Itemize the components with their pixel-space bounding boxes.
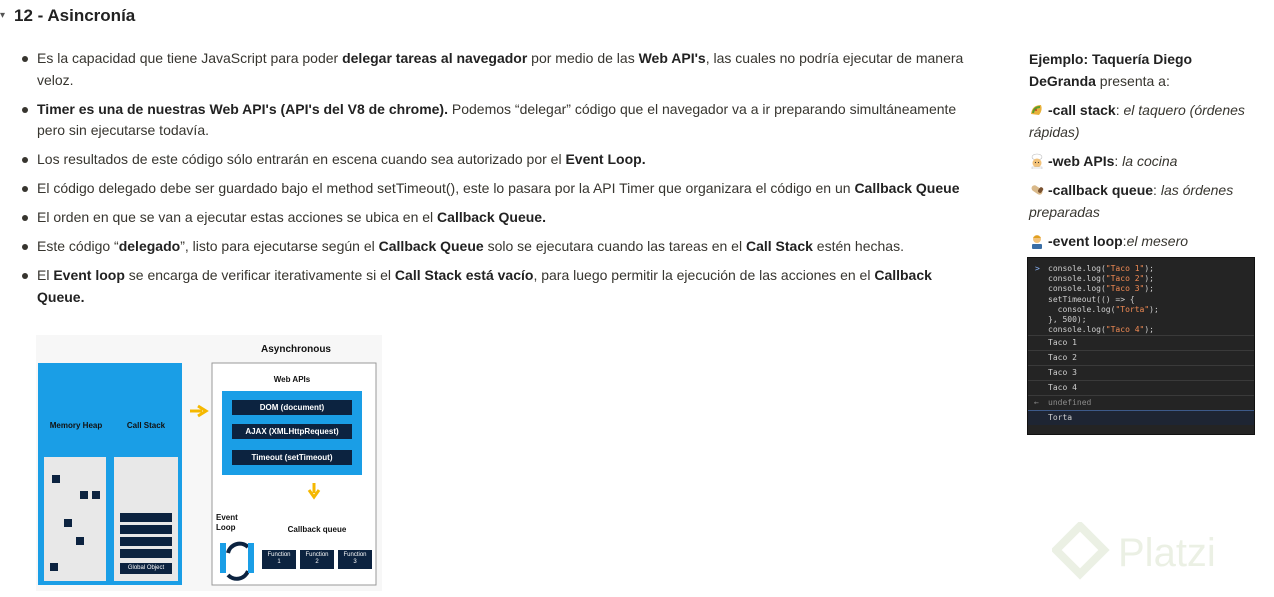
bold-text: Callback Queue. (37, 267, 932, 305)
example-desc: el taquero (órdenes rápidas) (1029, 102, 1245, 140)
waiter-icon (1029, 233, 1045, 249)
burrito-icon (1029, 182, 1045, 198)
function-label: Function 1 (267, 552, 291, 565)
text: se encarga de verificar iterativamente si el (124, 267, 395, 283)
text: Este código “ (37, 238, 119, 254)
bold-text: Event loop (53, 267, 125, 283)
code-token: "Taco 4" (1105, 325, 1145, 335)
function-label: Function 3 (343, 552, 367, 565)
text: ”, listo para ejecutarse según el (180, 238, 379, 254)
taco-icon (1029, 102, 1045, 118)
bold-text: delegado (118, 238, 181, 254)
global-object-label: Global Object (127, 565, 165, 571)
bold-text: Callback Queue (378, 238, 484, 254)
heap-object (92, 491, 100, 499)
svg-text:Platzi: Platzi (1118, 531, 1216, 575)
memory-heap-label: Memory Heap (49, 421, 103, 430)
api-label: Timeout (setTimeout) (251, 453, 333, 462)
code-line (1048, 295, 1254, 305)
bullet-item (20, 178, 970, 200)
example-item: -web APIs: la cocina (1029, 150, 1259, 172)
code-line (1048, 284, 1254, 294)
heap-object (80, 491, 88, 499)
code-line (1048, 274, 1254, 284)
text: Es la capacidad que tiene JavaScript para poder (37, 50, 343, 66)
code-line (1048, 305, 1254, 315)
console-output-row: Taco 2 (1028, 350, 1254, 365)
code-token: console.log( (1048, 284, 1106, 294)
code-token: ); (1144, 284, 1154, 294)
example-desc: el mesero (1126, 233, 1189, 249)
console-code (1028, 258, 1254, 335)
stack-frame (120, 549, 172, 558)
code-line (1048, 325, 1254, 335)
bold-text: Timer es una de nuestras Web API's (API's del V8 de chrome). (37, 100, 448, 117)
bullet-item (20, 207, 970, 229)
bullet-item (20, 149, 970, 171)
text: Podemos “delegar” código que el navegador va a ir preparando simultáneamente pero sin ejecutarse todavía. (37, 100, 957, 138)
toggle-arrow-icon[interactable]: ▾ (0, 10, 6, 21)
api-label: DOM (document) (259, 403, 325, 412)
text: , para luego permitir la ejecución de las acciones en el (533, 267, 875, 283)
code-token: setTimeout(() => { (1048, 294, 1135, 304)
code-token: ); (1144, 274, 1154, 284)
text: El orden en que se van a ejecutar estas acciones se ubica en el (37, 209, 438, 225)
call-stack-label: Call Stack (126, 421, 166, 430)
bold-text: Callback Queue (854, 180, 960, 196)
stack-frame (120, 525, 172, 534)
example-label: -web APIs (1048, 153, 1115, 169)
heap-object (64, 519, 72, 527)
code-line (1048, 264, 1254, 274)
console-output-row: Taco 4 (1028, 380, 1254, 395)
code-token: console.log( (1048, 264, 1106, 273)
example-desc: las órdenes preparadas (1029, 182, 1234, 220)
page-title: 12 - Asincronía (14, 6, 136, 25)
event-loop-label: Event Loop (216, 513, 238, 532)
platzi-logo-icon (1052, 522, 1252, 582)
console-output-row: Taco 3 (1028, 365, 1254, 380)
example-desc: la cocina (1122, 153, 1178, 169)
example-label: -event loop (1048, 233, 1123, 249)
bold-text: Event Loop. (565, 151, 646, 167)
code-token: "Taco 1" (1105, 264, 1145, 273)
async-diagram (36, 335, 382, 591)
platzi-watermark (1052, 522, 1252, 582)
text: por medio de las (527, 50, 639, 66)
example-label: -call stack (1048, 102, 1116, 118)
example-item: -callback queue: las órdenes preparadas (1029, 182, 1234, 220)
text: solo se ejecutara cuando las tareas en el (483, 238, 746, 254)
code-token: console.log( (1048, 325, 1106, 335)
chef-icon (1029, 153, 1045, 169)
code-token: ); (1144, 264, 1154, 273)
code-token: }, 500); (1048, 315, 1087, 325)
console-return-row: ← undefined (1028, 395, 1254, 410)
example-label: -callback queue (1048, 182, 1154, 198)
code-token: ); (1149, 304, 1159, 314)
bullet-item (20, 236, 970, 258)
code-token: ); (1144, 325, 1154, 335)
arrow-right-icon (190, 406, 206, 416)
bold-text: Web API's (638, 50, 706, 66)
heap-object (76, 537, 84, 545)
example-panel (1029, 48, 1259, 259)
code-token: console.log( (1048, 304, 1116, 314)
example-intro (1029, 48, 1259, 92)
function-label: Function 2 (305, 552, 329, 565)
code-token: "Torta" (1115, 304, 1150, 314)
stack-frame (120, 537, 172, 546)
bullet-list (20, 48, 970, 316)
bold-text: delegar tareas al navegador (342, 50, 528, 66)
bullet-item (20, 99, 970, 142)
console-output-row: Taco 1 (1028, 335, 1254, 350)
callback-queue-label: Callback queue (287, 525, 347, 534)
bold-text: Callback Queue. (437, 209, 546, 225)
diagram-title: Asynchronous (260, 344, 331, 355)
code-token: "Taco 3" (1105, 284, 1145, 294)
console-delayed-output-row: Torta (1028, 410, 1254, 425)
text: Los resultados de este código sólo entrarán en escena cuando sea autorizado por el (37, 151, 566, 167)
example-intro-bold: Ejemplo: Taquería Diego DeGranda (1029, 51, 1193, 89)
heap-object (52, 475, 60, 483)
example-item: -event loop:el mesero (1029, 230, 1259, 252)
bold-text: Call Stack (745, 238, 813, 254)
bullet-item (20, 265, 970, 308)
bullet-item (20, 48, 970, 91)
web-apis-label: Web APIs (273, 375, 311, 384)
code-token: console.log( (1048, 274, 1106, 284)
bold-text: Call Stack está vacío (394, 267, 534, 283)
code-token: "Taco 2" (1105, 274, 1145, 284)
text: estén hechas. (812, 238, 904, 254)
code-line (1048, 315, 1254, 325)
text: El código delegado debe ser guardado bajo el method setTimeout(), este lo pasara por la API Timer que organizara el código en un (37, 180, 855, 196)
example-item: -call stack: el taquero (órdenes rápidas) (1029, 102, 1245, 140)
api-label: AJAX (XMLHttpRequest) (245, 427, 339, 436)
stack-frame (120, 513, 172, 522)
console-prompt-icon: > (1035, 264, 1040, 273)
text: , las cuales no podría ejecutar de manera veloz. (37, 50, 964, 88)
devtools-console (1027, 257, 1255, 435)
example-intro-rest: presenta a: (1095, 73, 1170, 89)
heap-object (50, 563, 58, 571)
text: El (37, 267, 54, 283)
